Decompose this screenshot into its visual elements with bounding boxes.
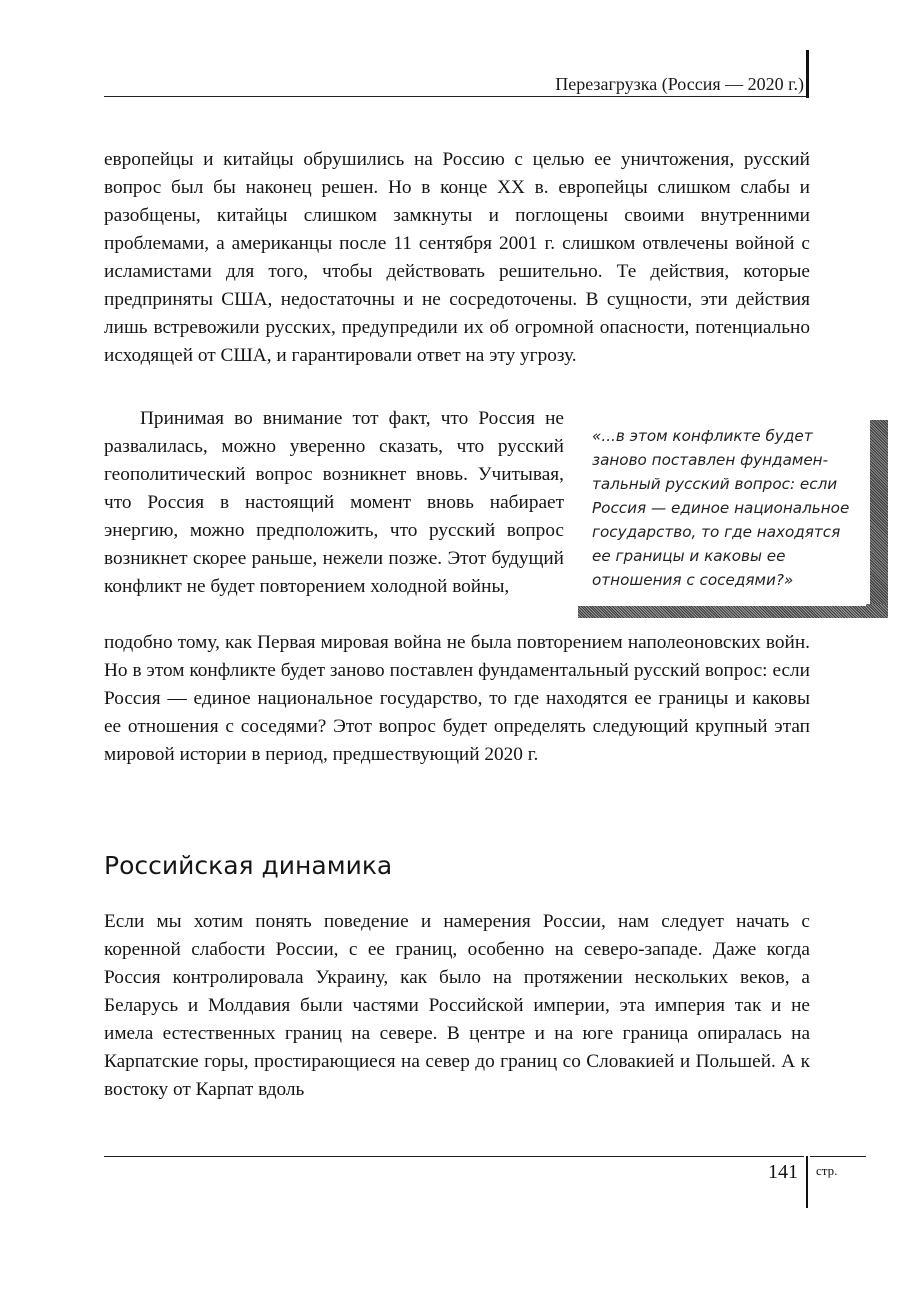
footer-rule <box>104 1156 804 1157</box>
pullquote-box <box>578 414 866 606</box>
footer-rule-right <box>810 1156 866 1157</box>
body-block-4 <box>104 908 810 1104</box>
paragraph-continued: европейцы и китайцы обрушились на Россию с целью ее уничтожения, русский вопрос был бы наконец решен. Но в конце XX в. европейцы слишком слабы и разобщены, китайцы слишком замкнуты и поглощены своими внутренними проблемами, а американцы после 11 сентября 2001 г. слишком отвлечены войной с исламистами для того, чтобы действовать решительно. Те действия, которые предприняты США, недостаточны и не сосредоточены. В сущности, эти действия лишь встревожили русских, предупредили их об огромной опасности, потенциально исходящей от США, и гарантировали ответ на эту угрозу. <box>104 149 810 366</box>
pullquote-text: «...в этом конфликте будет заново поставлен фундаментальный русский вопрос: если Россия — единое национальное государство, то где находятся ее границы и каковы ее отношения с соседями?» <box>592 427 850 589</box>
paragraph-wrapped-beside-quote: Принимая во внимание тот факт, что Россия не развалилась, можно уверенно сказать, что русский геополитический вопрос возникнет вновь. Учитывая, что Россия в настоящий момент вновь набирает энергию, можно предположить, что русский вопрос возникнет скорее раньше, нежели позже. Этот будущий конфликт не будет повторением холодной войны, <box>104 408 564 597</box>
page-number: 141 <box>768 1161 798 1183</box>
paragraph-continuation: подобно тому, как Первая мировая война не была повторением наполеоновских войн. Но в этом конфликте будет заново поставлен фундаментальный русский вопрос: если Россия — единое национальное государство, то где находятся ее границы и каковы ее отношения с соседями? Этот вопрос будет определять следующий крупный этап мировой истории в период, предшествующий 2020 г. <box>104 632 810 765</box>
body-block-1 <box>104 146 810 370</box>
pullquote-shadow-right <box>870 420 888 614</box>
page-label: стр. <box>816 1163 838 1178</box>
section-heading: Российская динамика <box>104 851 393 880</box>
running-header: Перезагрузка (Россия — 2020 г.) <box>555 74 804 94</box>
section-paragraph: Если мы хотим понять поведение и намерения России, нам следует начать с коренной слабости России, с ее границ, особенно на северо-западе. Даже когда Россия контролировала Украину, как было на протяжении нескольких веков, а Беларусь и Молдавия были частями Российской империи, эта империя так и не имела естественных границ на севере. В центре и на юге граница опиралась на Карпатские горы, простирающиеся на север до границ со Словакией и Польшей. А к востоку от Карпат вдоль <box>104 911 810 1100</box>
pullquote-shadow-bottom <box>578 604 888 618</box>
header-rule <box>104 96 808 97</box>
header-vertical-bar <box>806 50 809 98</box>
body-block-2 <box>104 405 564 601</box>
footer-vertical-bar <box>806 1156 808 1208</box>
body-block-3 <box>104 629 810 769</box>
